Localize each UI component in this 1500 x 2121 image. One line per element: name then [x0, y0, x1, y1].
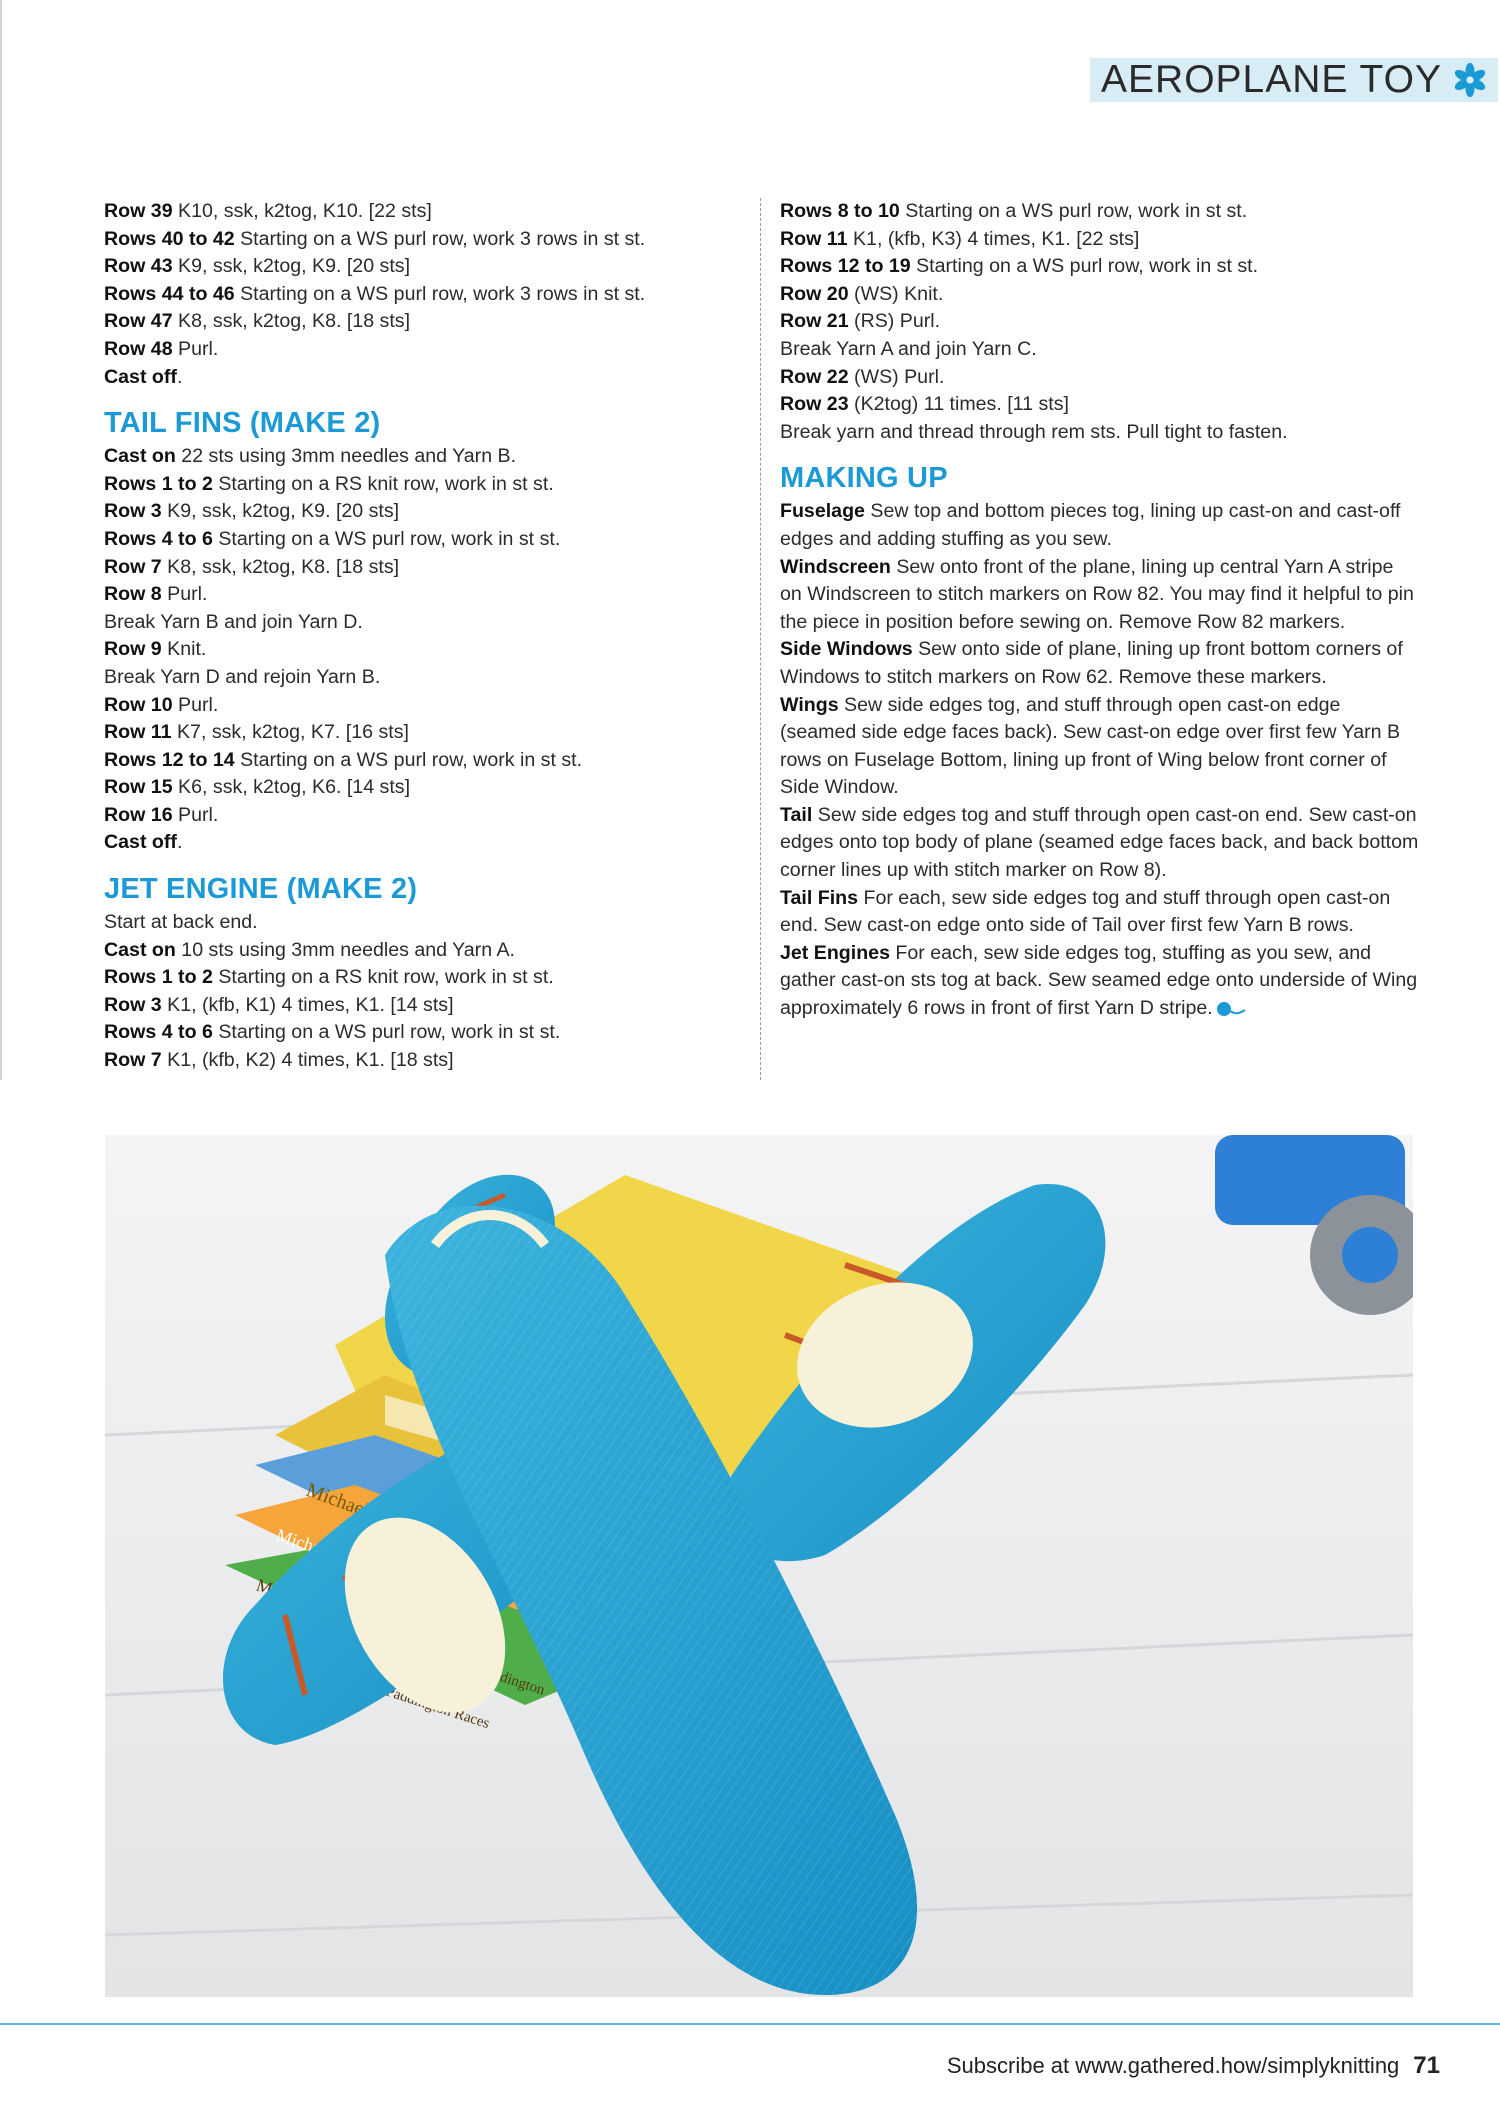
instruction-line	[104, 226, 724, 254]
instruction-label: Cast off	[104, 831, 177, 854]
section-title: AEROPLANE TOY	[1101, 58, 1443, 101]
instruction-text: K1, (kfb, K1) 4 times, K1. [14 sts]	[161, 993, 454, 1016]
instruction-line	[104, 554, 724, 582]
instruction-label: Rows 4 to 6	[104, 1021, 213, 1044]
instruction-label: Rows 40 to 42	[104, 227, 235, 250]
instruction-text: Starting on a WS purl row, work in st st.	[899, 200, 1248, 222]
instruction-label: Row 20	[780, 282, 849, 305]
instruction-line	[104, 937, 724, 965]
instruction-text: K8, ssk, k2tog, K8. [18 sts]	[161, 555, 400, 578]
instruction-text: (WS) Knit.	[848, 282, 944, 305]
footer-rule	[0, 2023, 1500, 2025]
instruction-line	[104, 526, 724, 554]
instruction-line	[104, 281, 724, 309]
instruction-label: Row 9	[104, 638, 162, 661]
instruction-line	[104, 802, 724, 830]
instruction-label: Row 39	[104, 200, 173, 222]
instruction-text: K1, (kfb, K2) 4 times, K1. [18 sts]	[161, 1049, 454, 1072]
jet-engine-instructions-continued	[780, 198, 1420, 446]
instruction-line	[104, 719, 724, 747]
instruction-line	[104, 364, 724, 392]
instruction-text: Starting on a WS purl row, work 3 rows in st st.	[234, 282, 646, 305]
instruction-line	[780, 940, 1420, 1023]
instruction-line	[780, 253, 1420, 281]
instruction-label: Rows 4 to 6	[104, 527, 213, 550]
instruction-line	[104, 747, 724, 775]
instruction-label: Row 23	[780, 393, 849, 416]
instruction-line	[104, 636, 724, 664]
subscribe-link[interactable]: Subscribe at www.gathered.how/simplyknitting	[946, 2053, 1400, 2078]
instruction-line	[104, 692, 724, 720]
instruction-label: Row 22	[780, 365, 849, 388]
instruction-label: Rows 44 to 46	[104, 282, 235, 305]
instruction-label: Tail	[780, 803, 813, 826]
instruction-line	[780, 336, 1420, 364]
making-up-instructions	[780, 498, 1420, 1022]
column-divider	[760, 198, 761, 1080]
instruction-label: Jet Engines	[780, 941, 890, 964]
instruction-text: Starting on a WS purl row, work in st st.	[234, 748, 583, 771]
instruction-text: Sew side edges tog, and stuff through open cast-on edge (seamed side edge faces back). Sew cast-on edge over first few Yarn B rows on Fuselage Bottom, lining up front of Wing below front corner of Side Window.	[780, 693, 1401, 799]
instruction-text: Sew onto side of plane, lining up front bottom corners of Windows to stitch markers on Row 62. Remove these markers.	[780, 638, 1403, 688]
instruction-text: (WS) Purl.	[848, 365, 945, 388]
instruction-text: Starting on a RS knit row, work in st st.	[212, 966, 554, 989]
instruction-text: Break Yarn A and join Yarn C.	[780, 337, 1037, 360]
instruction-text: K9, ssk, k2tog, K9. [20 sts]	[172, 255, 411, 278]
instruction-label: Rows 1 to 2	[104, 472, 213, 495]
instruction-text: Starting on a WS purl row, work in st st.	[212, 527, 561, 550]
instruction-text: K10, ssk, k2tog, K10. [22 sts]	[172, 200, 432, 222]
instruction-label: Row 3	[104, 500, 162, 523]
tail-fins-heading: TAIL FINS (MAKE 2)	[104, 407, 381, 440]
instruction-text: K1, (kfb, K3) 4 times, K1. [22 sts]	[847, 227, 1140, 250]
instruction-text: Break yarn and thread through rem sts. Pull tight to fasten.	[780, 420, 1288, 443]
photo-illustration	[105, 1135, 1413, 1997]
instruction-text: K7, ssk, k2tog, K7. [16 sts]	[171, 721, 409, 744]
instruction-line	[780, 308, 1420, 336]
instruction-label: Rows 12 to 19	[780, 255, 911, 278]
instruction-text: K6, ssk, k2tog, K6. [14 sts]	[172, 776, 411, 799]
jet-engine-instructions	[104, 909, 724, 1075]
instruction-line	[780, 281, 1420, 309]
instructions-block	[104, 198, 724, 391]
instruction-text: Starting on a WS purl row, work in st st.	[910, 255, 1259, 278]
instruction-line	[780, 391, 1420, 419]
instruction-label: Cast off	[104, 365, 177, 388]
instruction-label: Rows 1 to 2	[104, 966, 213, 989]
instruction-text: K8, ssk, k2tog, K8. [18 sts]	[172, 310, 411, 333]
instruction-label: Row 43	[104, 255, 173, 278]
instruction-line	[104, 1047, 724, 1075]
instruction-line	[104, 609, 724, 637]
instruction-label: Rows 8 to 10	[780, 200, 900, 222]
instruction-text: Starting on a WS purl row, work in st st.	[212, 1021, 561, 1044]
page-footer	[947, 2052, 1440, 2080]
instruction-line	[104, 964, 724, 992]
page-number: 71	[1413, 2052, 1440, 2079]
jet-engine-heading: JET ENGINE (MAKE 2)	[104, 873, 418, 906]
instruction-line	[104, 336, 724, 364]
instruction-text: .	[176, 831, 183, 854]
instruction-label: Tail Fins	[780, 886, 859, 909]
instruction-line	[104, 1019, 724, 1047]
instruction-text: (K2tog) 11 times. [11 sts]	[848, 393, 1069, 416]
instruction-text: For each, sew side edges tog, stuffing as you sew, and gather cast-on sts tog at back. Sew seamed edge onto underside of Wing approximately 6 rows in front of first Yarn D stripe.	[780, 941, 1418, 1020]
instruction-line	[780, 802, 1420, 885]
instruction-label: Row 8	[104, 583, 162, 606]
tail-fins-instructions	[104, 443, 724, 857]
instruction-text: Sew side edges tog and stuff through open cast-on end. Sew cast-on edges onto top body of plane (seamed edge faces back, and back bottom corner lines up with stitch marker on Row 8).	[780, 803, 1419, 882]
page-edge-line	[0, 0, 2, 1080]
right-column	[780, 198, 1420, 1023]
instruction-label: Row 11	[780, 227, 848, 250]
instruction-label: Row 16	[104, 803, 173, 826]
instruction-label: Windscreen	[780, 555, 891, 578]
instruction-line	[104, 992, 724, 1020]
instruction-text: Purl.	[172, 693, 219, 716]
instruction-label: Row 10	[104, 693, 173, 716]
instruction-text: Purl.	[161, 583, 208, 606]
instruction-text: Starting on a RS knit row, work in st st.	[212, 472, 554, 495]
instruction-line	[104, 774, 724, 802]
instruction-text: 10 sts using 3mm needles and Yarn A.	[175, 938, 515, 961]
instruction-line	[780, 198, 1420, 226]
instruction-text: .	[176, 365, 183, 388]
aeroplane-toy-photo	[105, 1135, 1413, 1997]
instruction-label: Row 21	[780, 310, 849, 333]
instruction-label: Row 3	[104, 993, 162, 1016]
instruction-line	[104, 198, 724, 226]
instruction-text: Purl.	[172, 337, 219, 360]
instruction-label: Side Windows	[780, 638, 913, 661]
instruction-text: Sew onto front of the plane, lining up central Yarn A stripe on Windscreen to stitch markers on Row 82. You may find it helpful to pin the piece in position before sewing on. Remove Row 82 markers.	[780, 555, 1414, 633]
instruction-label: Row 48	[104, 337, 173, 360]
instruction-text: Purl.	[172, 803, 219, 826]
instruction-line	[104, 581, 724, 609]
instruction-label: Row 47	[104, 310, 173, 333]
instruction-text: Knit.	[161, 638, 207, 661]
instruction-label: Rows 12 to 14	[104, 748, 235, 771]
instruction-line	[104, 664, 724, 692]
instruction-label: Cast on	[104, 938, 176, 961]
instruction-text: 22 sts using 3mm needles and Yarn B.	[175, 445, 517, 468]
instruction-label: Row 7	[104, 1049, 162, 1072]
instruction-line	[780, 636, 1420, 691]
instruction-text: Break Yarn B and join Yarn D.	[104, 610, 363, 633]
book-title-3: Paddington	[476, 1662, 547, 1699]
instruction-label: Fuselage	[780, 500, 865, 523]
instruction-text: Start at back end.	[104, 911, 258, 934]
instruction-line	[104, 253, 724, 281]
instruction-line	[104, 909, 724, 937]
instruction-text: (RS) Purl.	[848, 310, 941, 333]
instruction-text: Sew top and bottom pieces tog, lining up cast-on and cast-off edges and adding stuffing as you sew.	[780, 500, 1401, 550]
instruction-line	[780, 498, 1420, 553]
instruction-line	[780, 226, 1420, 254]
instruction-label: Row 11	[104, 721, 172, 744]
instruction-line	[104, 829, 724, 857]
instruction-line	[104, 498, 724, 526]
instruction-line	[780, 419, 1420, 447]
instruction-line	[780, 885, 1420, 940]
instruction-text: Break Yarn D and rejoin Yarn B.	[104, 665, 381, 688]
instruction-label: Wings	[780, 693, 839, 716]
instruction-text: K9, ssk, k2tog, K9. [20 sts]	[161, 500, 400, 523]
instruction-text: Starting on a WS purl row, work 3 rows in st st.	[234, 227, 646, 250]
left-column	[104, 198, 724, 1075]
yarn-ball-icon	[1216, 1001, 1246, 1017]
instruction-line	[780, 692, 1420, 802]
instruction-line	[780, 364, 1420, 392]
making-up-heading: MAKING UP	[780, 462, 948, 495]
instruction-line	[104, 443, 724, 471]
instruction-line	[104, 471, 724, 499]
flower-icon	[1452, 62, 1488, 98]
instruction-line	[780, 554, 1420, 637]
section-header	[1090, 58, 1498, 102]
instruction-label: Row 15	[104, 776, 173, 799]
instruction-line	[104, 308, 724, 336]
instruction-label: Row 7	[104, 555, 162, 578]
instruction-text: For each, sew side edges tog and stuff through open cast-on end. Sew cast-on edge onto side of Tail over first few Yarn B rows.	[780, 886, 1391, 937]
instruction-label: Cast on	[104, 445, 176, 468]
